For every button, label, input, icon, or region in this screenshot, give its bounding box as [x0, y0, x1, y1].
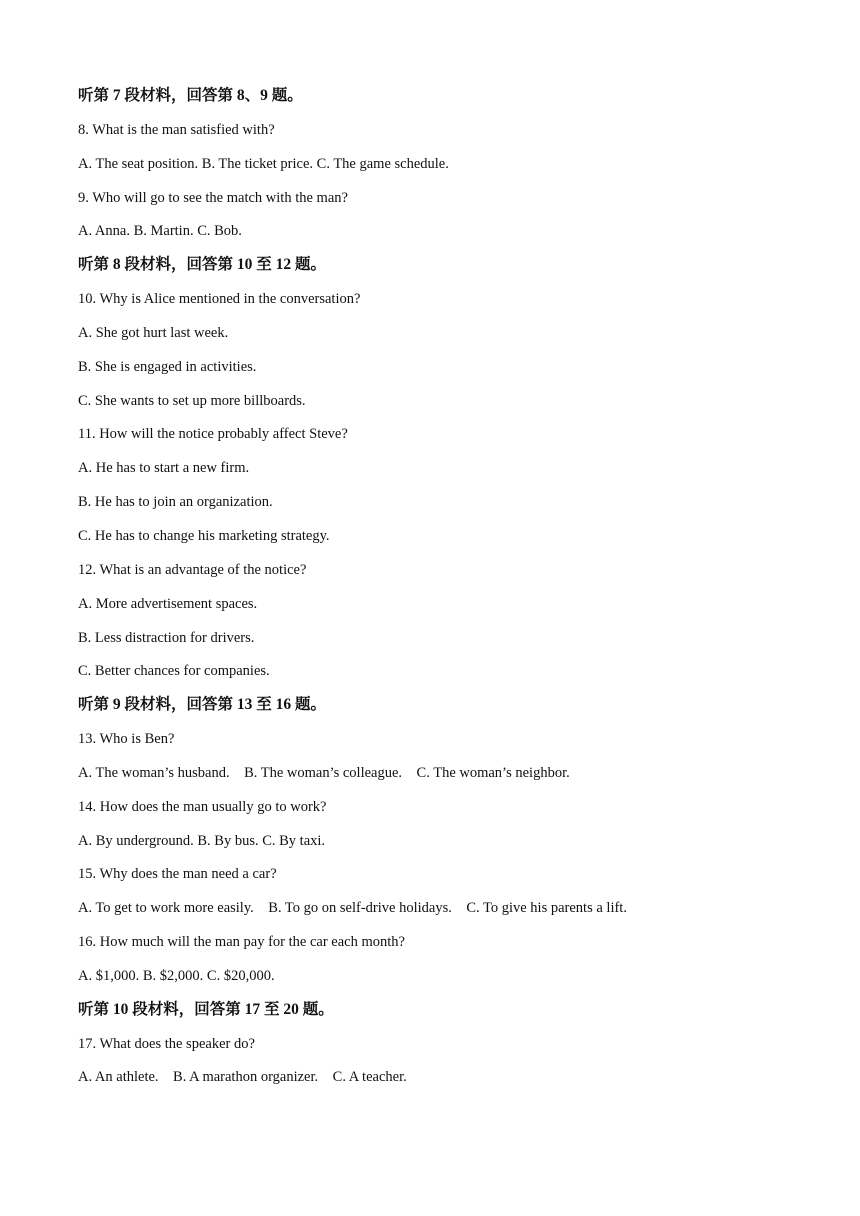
answer-options: A. The woman’s husband. B. The woman’s colleague. C. The woman’s neighbor. [78, 764, 570, 781]
answer-options: B. Less distraction for drivers. [78, 629, 255, 646]
answer-options: A. $1,000. B. $2,000. C. $20,000. [78, 967, 275, 984]
question-text: 15. Why does the man need a car? [78, 866, 277, 883]
answer-options: A. By underground. B. By bus. C. By taxi. [78, 832, 326, 849]
answer-options: A. She got hurt last week. [78, 324, 229, 341]
question-text: 11. How will the notice probably affect Steve? [78, 426, 348, 443]
answer-options: A. He has to start a new firm. [78, 460, 250, 477]
answer-options: C. She wants to set up more billboards. [78, 392, 306, 409]
question-text: 12. What is an advantage of the notice? [78, 561, 307, 578]
answer-options: A. More advertisement spaces. [78, 595, 258, 612]
question-text: 14. How does the man usually go to work? [78, 798, 327, 815]
question-text: 13. Who is Ben? [78, 731, 175, 748]
answer-options: B. She is engaged in activities. [78, 358, 257, 375]
question-text: 9. Who will go to see the match with the man? [78, 189, 348, 206]
answer-options: A. Anna. B. Martin. C. Bob. [78, 223, 242, 240]
section-heading: 听第 7 段材料，回答第 8、9 题。 [78, 87, 303, 104]
question-text: 10. Why is Alice mentioned in the conversation? [78, 291, 361, 308]
document-body [78, 84, 818, 1099]
answer-options: C. Better chances for companies. [78, 663, 270, 680]
answer-options: A. An athlete. B. A marathon organizer. C. A teacher. [78, 1069, 407, 1086]
section-heading: 听第 8 段材料，回答第 10 至 12 题。 [78, 256, 327, 274]
answer-options: A. To get to work more easily. B. To go on self-drive holidays. C. To give his parents a lift. [78, 900, 627, 917]
question-text: 8. What is the man satisfied with? [78, 121, 275, 138]
question-text: 16. How much will the man pay for the car each month? [78, 934, 405, 951]
answer-options: C. He has to change his marketing strategy. [78, 527, 330, 544]
answer-options: B. He has to join an organization. [78, 494, 273, 511]
question-text: 17. What does the speaker do? [78, 1035, 255, 1052]
section-heading: 听第 9 段材料，回答第 13 至 16 题。 [78, 696, 327, 714]
answer-options: A. The seat position. B. The ticket price. C. The game schedule. [78, 155, 449, 172]
section-heading: 听第 10 段材料，回答第 17 至 20 题。 [78, 1000, 334, 1018]
